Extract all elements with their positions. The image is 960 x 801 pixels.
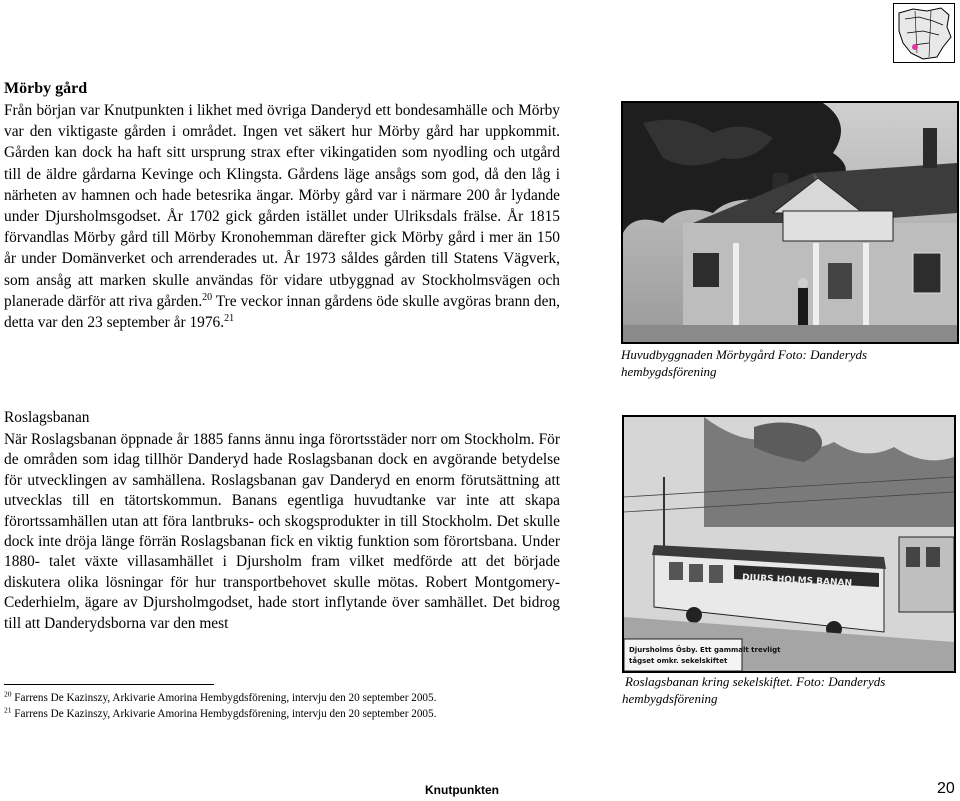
footnote-ref[interactable]: 20	[202, 291, 213, 303]
body-text: När Roslagsbanan öppnade år 1885 fanns ännu inga förortsstäder norr om Stockholm. För de områden som idag tillhör Danderyd hade Roslagsbanan dock en avgörande betydelse för utvecklingen av samhällena. Roslagsbanan gav Danderyd en enorm förutsättning att utvecklas till en tätortskommun. Banans egentliga huvudtanke var inte att skapa förortssamhällen utan att föra lantbruks- och skogsprodukter in till Stockholm. Det skulle dock inte dröja länge förrän Roslagsbanan fick en viktig funktion som förortsbana. Under 1880- talet växte villasamhället i Djursholm fram vilket medförde att det började diskutera olika lösningar för hur transportbehovet skulle mötas. Robert Montgomery- Cederhielm, ägare av Djursholmgodset, hade stort inflytande över samhället. Det bidrog till att Danderydsborna var den mest	[4, 431, 560, 632]
footnote-text: Farrens De Kazinszy, Arkivarie Amorina Hembygdsförening, intervju den 20 september 2005.	[11, 692, 437, 704]
footnote-item	[4, 706, 436, 722]
footnote-divider	[4, 684, 214, 685]
section-heading-roslagsbanan: Roslagsbanan	[4, 409, 90, 426]
footnote-number: 21	[4, 705, 12, 715]
section-body-morby-gard	[4, 100, 560, 333]
photo-inset-line1: Djursholms Ösby. Ett gammalt trevligt	[629, 646, 781, 654]
photo-roslagsbanan-tram	[622, 415, 956, 673]
footnotes	[4, 690, 436, 722]
footnote-ref[interactable]: 21	[224, 312, 235, 324]
body-text-continued: Tre veckor innan gårdens öde skulle avgöras brann den, detta var den 23 september år 1976.	[4, 292, 560, 332]
section-body-roslagsbanan	[4, 430, 560, 634]
map-icon	[893, 3, 955, 63]
footnote-text: Farrens De Kazinszy, Arkivarie Amorina Hembygdsförening, intervju den 20 september 2005.	[11, 708, 437, 720]
body-text: Från början var Knutpunkten i likhet med övriga Danderyd ett bondesamhälle och Mörby var den viktigaste gården i området. Ingen vet säkert hur Mörby gård har uppkommit. Gården kan dock ha haft sitt ursprung strax efter vikingatiden som nyodling och utgård till de äldre gårdarna Kevinge och Klingsta. Gårdens läge ansågs som god, då den låg i närheten av hamnen och hade betesrika ängar. Mörby gård var i närmare 200 år lydande under Djursholmsgodset. År 1702 gick gården istället under Ulriksdals frälse. År 1815 förvandlas Mörby gård till Mörby Kronohemman därefter gick Mörby gård i mer än 150 år under Domänverket och arrenderades ut. År 1973 såldes gården till Statens Vägverk, som ansåg att marken skulle användas för vidare utbyggnad av Stockholmsvägen och planerade därför att riva gården.	[4, 102, 560, 310]
page-number: 20	[937, 780, 955, 797]
footer-title: Knutpunkten	[425, 783, 499, 797]
photo-morby-gard-house	[621, 101, 959, 344]
section-heading-morby-gard: Mörby gård	[4, 80, 88, 97]
footnote-item	[4, 690, 436, 706]
photo-caption-roslagsbanan: Roslagsbanan kring sekelskiftet. Foto: Danderyds hembygdsförening	[622, 674, 886, 706]
footnote-number: 20	[4, 689, 12, 699]
photo-caption-morby-gard: Huvudbyggnaden Mörbygård Foto: Danderyds hembygdsförening	[621, 347, 868, 379]
tram-car-sign: DJURS HOLMS BANAN	[741, 573, 853, 589]
photo-inset-line2: tågset omkr. sekelskiftet	[629, 657, 728, 665]
